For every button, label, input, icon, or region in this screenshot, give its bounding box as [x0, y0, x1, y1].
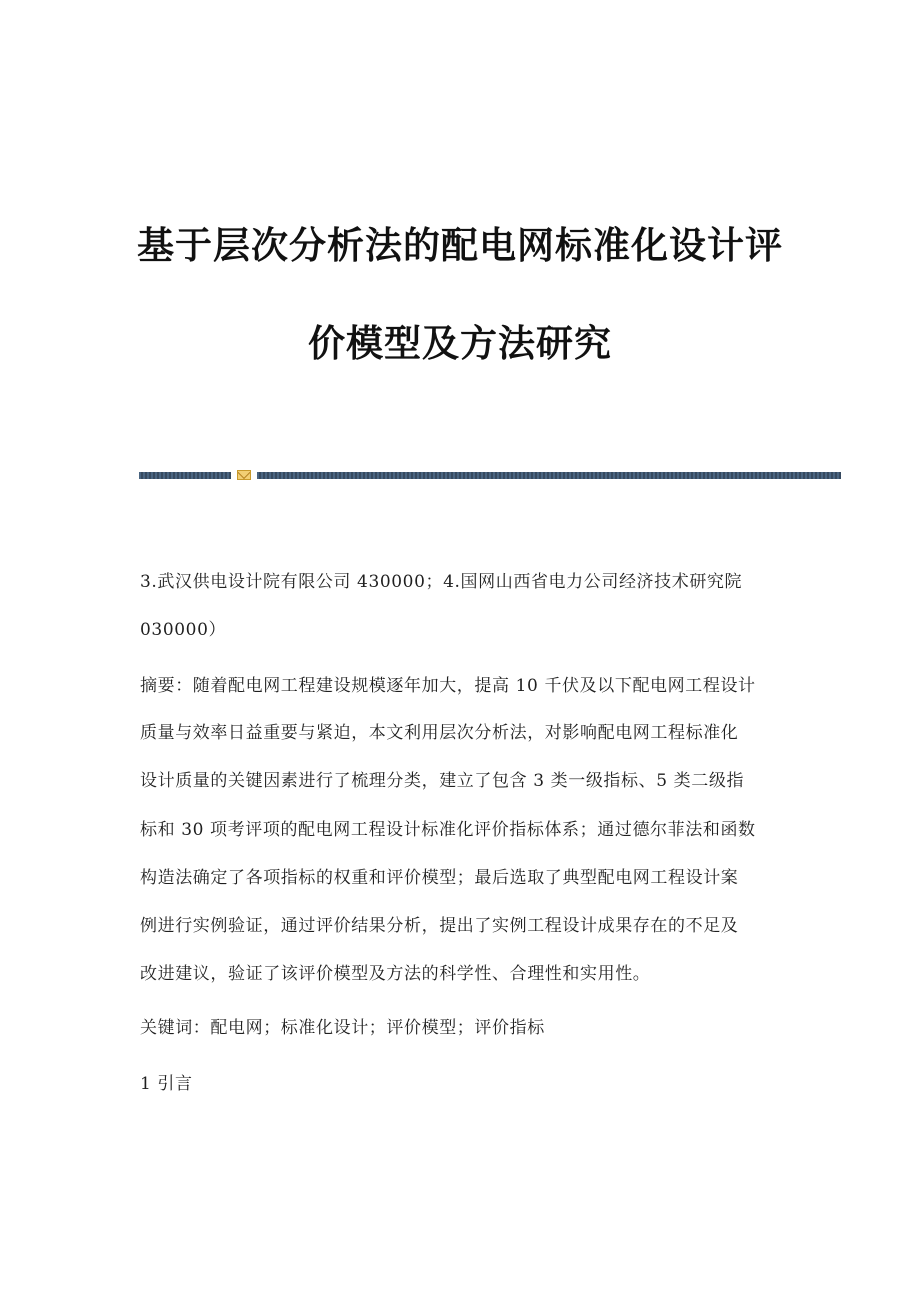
abstract-line: 质量与效率日益重要与紧迫，本文利用层次分析法，对影响配电网工程标准化: [140, 723, 739, 743]
affiliation-line-1: 3.武汉供电设计院有限公司 430000；4.国网山西省电力公司经济技术研究院: [140, 572, 743, 592]
document-title-line-2: 价模型及方法研究: [308, 322, 612, 365]
abstract-line: 构造法确定了各项指标的权重和评价模型；最后选取了典型配电网工程设计案: [140, 868, 739, 888]
abstract-line: 例进行实例验证，通过评价结果分析，提出了实例工程设计成果存在的不足及: [140, 916, 739, 936]
abstract-line: 设计质量的关键因素进行了梳理分类，建立了包含 3 类一级指标、5 类二级指: [140, 771, 745, 791]
envelope-icon: [237, 470, 251, 480]
abstract-line: 改进建议，验证了该评价模型及方法的科学性、合理性和实用性。: [140, 964, 651, 984]
keywords-line: 关键词：配电网；标准化设计；评价模型；评价指标: [140, 1018, 545, 1038]
abstract-line: 摘要：随着配电网工程建设规模逐年加大，提高 10 千伏及以下配电网工程设计: [140, 676, 756, 696]
document-title-line-1: 基于层次分析法的配电网标准化设计评: [137, 224, 783, 267]
divider-bar-left: [139, 472, 231, 479]
section-heading-introduction: 1 引言: [140, 1074, 193, 1094]
affiliation-line-2: 030000）: [140, 620, 227, 640]
abstract-line: 标和 30 项考评项的配电网工程设计标准化评价指标体系；通过德尔菲法和函数: [140, 820, 756, 840]
divider-bar-right: [257, 472, 841, 479]
title-divider: [139, 470, 841, 480]
